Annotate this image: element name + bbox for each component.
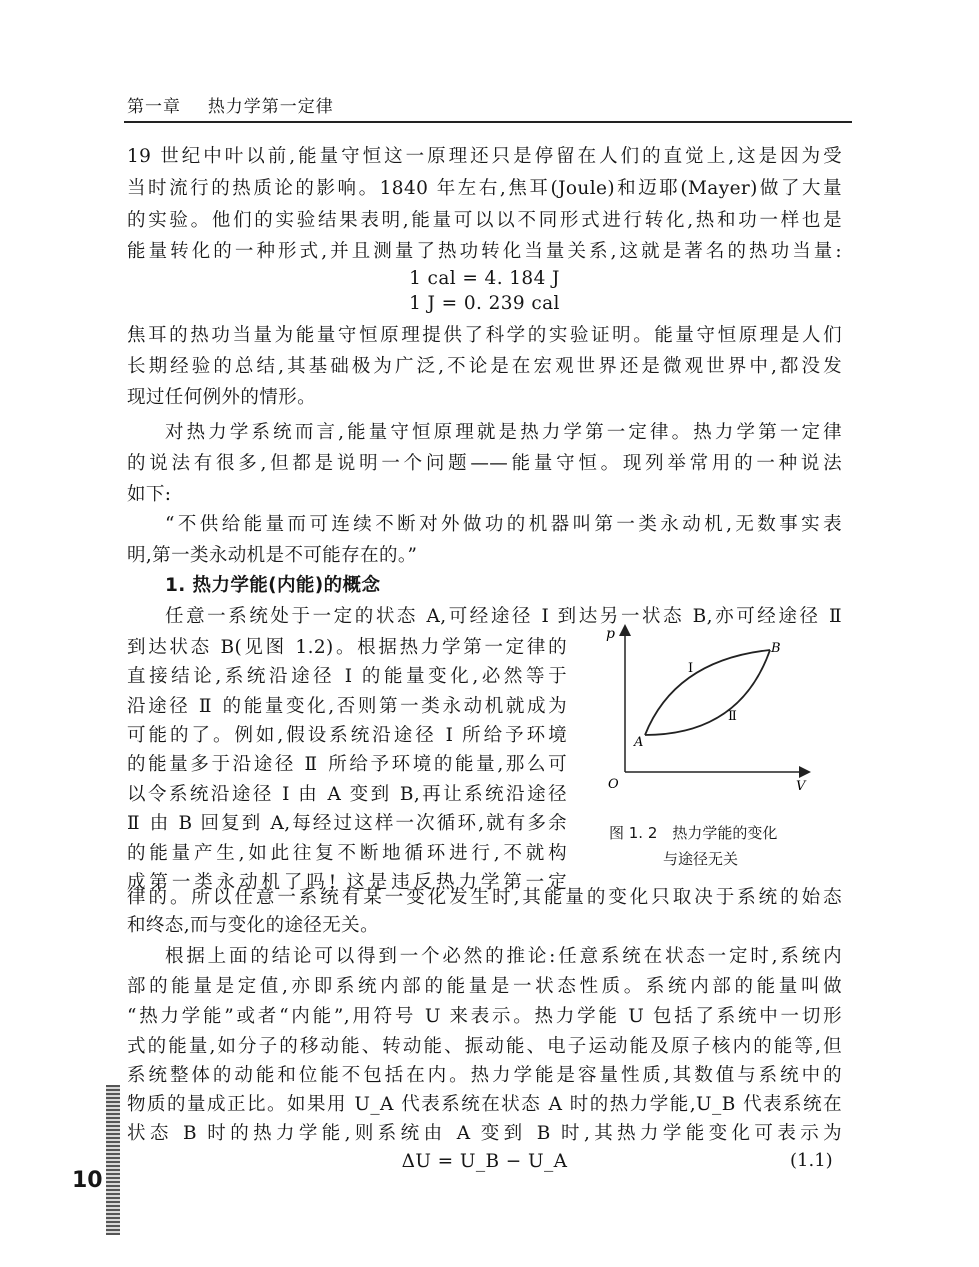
text-line: “热力学能”或者“内能”,用符号 U 来表示。热力学能 U 包括了系统中一切形 (127, 1006, 842, 1027)
origin-label: O (608, 777, 619, 792)
figure-caption-line2: 与途径无关 (663, 850, 739, 868)
figure-1-2 (600, 620, 820, 800)
point-a-label: A (634, 735, 644, 750)
text-line: 律的。所以任意一系统有某一变化发生时,其能量的变化只取决于系统的始态 (127, 887, 842, 908)
text-line: Ⅱ 由 B 回复到 A,每经过这样一次循环,就有多余 (127, 813, 567, 834)
edge-bar (106, 1085, 120, 1235)
pv-diagram (600, 620, 820, 800)
equation-cal: 1 cal = 4. 184 J (409, 268, 560, 289)
text-line: 现过任何例外的情形。 (127, 387, 317, 408)
text-line: 部的能量是定值,亦即系统内部的能量是一状态性质。系统内部的能量叫做 (127, 976, 842, 997)
chapter-title: 热力学第一定律 (207, 97, 334, 117)
text-line: 直接结论,系统沿途径 I 的能量变化,必然等于 (127, 666, 567, 687)
page-number: 10 (72, 1168, 103, 1193)
axis-y-label: p (606, 626, 615, 642)
text-line: 式的能量,如分子的移动能、转动能、振动能、电子运动能及原子核内的能等,但 (127, 1036, 842, 1057)
text-line: 19 世纪中叶以前,能量守恒这一原理还只是停留在人们的直觉上,这是因为受 (127, 146, 842, 167)
quote-line: 明,第一类永动机是不可能存在的。” (127, 545, 418, 566)
path-one-label: I (688, 661, 694, 676)
text-line: 如下: (127, 484, 172, 505)
text-line: 成第一类永动机了吗! 这是违反热力学第一定 (127, 872, 567, 893)
equation-number: (1.1) (790, 1150, 833, 1171)
text-line: 的能量产生,如此往复不断地循环进行,不就构 (127, 843, 567, 864)
equation-joule: 1 J = 0. 239 cal (409, 293, 560, 314)
text-line: 焦耳的热功当量为能量守恒原理提供了科学的实验证明。能量守恒原理是人们 (127, 325, 842, 346)
section-heading: 1. 热力学能(内能)的概念 (165, 575, 381, 596)
axis-x-label: V (796, 779, 806, 794)
text-line: 任意一系统处于一定的状态 A,可经途径 I 到达另一状态 B,亦可经途径 Ⅱ (165, 606, 842, 627)
text-line: 物质的量成正比。如果用 U_A 代表系统在状态 A 时的热力学能,U_B 代表系统在 (127, 1094, 842, 1115)
text-line: 沿途径 Ⅱ 的能量变化,否则第一类永动机就成为 (127, 696, 567, 717)
header-rule (124, 121, 852, 123)
text-line: 的实验。他们的实验结果表明,能量可以以不同形式进行转化,热和功一样也是 (127, 210, 842, 231)
equation-delta-u: ΔU = U_B − U_A (401, 1151, 568, 1172)
text-line: 对热力学系统而言,能量守恒原理就是热力学第一定律。热力学第一定律 (165, 422, 842, 443)
chapter-label: 第一章 (127, 97, 181, 117)
text-line: 的说法有很多,但都是说明一个问题——能量守恒。现列举常用的一种说法 (127, 453, 842, 474)
text-line: 当时流行的热质论的影响。1840 年左右,焦耳(Joule)和迈耶(Mayer)做了大量 (127, 178, 842, 199)
point-b-label: B (771, 641, 781, 656)
quote-line: “不供给能量而可连续不断对外做功的机器叫第一类永动机,无数事实表 (165, 514, 842, 535)
text-line: 到达状态 B(见图 1.2)。根据热力学第一定律的 (127, 637, 567, 658)
text-line: 长期经验的总结,其基础极为广泛,不论是在宏观世界还是微观世界中,都没发 (127, 356, 842, 377)
text-line: 状态 B 时的热力学能,则系统由 A 变到 B 时,其热力学能变化可表示为 (127, 1123, 842, 1144)
text-line: 和终态,而与变化的途径无关。 (127, 915, 379, 936)
text-line: 以令系统沿途径 I 由 A 变到 B,再让系统沿途径 (127, 784, 567, 805)
text-line: 能量转化的一种形式,并且测量了热功转化当量关系,这就是著名的热功当量: (127, 241, 842, 262)
text-line: 的能量多于沿途径 Ⅱ 所给予环境的能量,那么可 (127, 754, 567, 775)
figure-caption-line1: 图 1. 2 热力学能的变化 (609, 824, 778, 842)
text-line: 可能的了。例如,假设系统沿途径 I 所给予环境 (127, 725, 567, 746)
path-two-label: Ⅱ (728, 709, 737, 724)
text-line: 根据上面的结论可以得到一个必然的推论:任意系统在状态一定时,系统内 (165, 946, 842, 967)
text-line: 系统整体的动能和位能不包括在内。热力学能是容量性质,其数值与系统中的 (127, 1065, 842, 1086)
path-two-curve (645, 650, 770, 735)
running-header (127, 92, 334, 117)
